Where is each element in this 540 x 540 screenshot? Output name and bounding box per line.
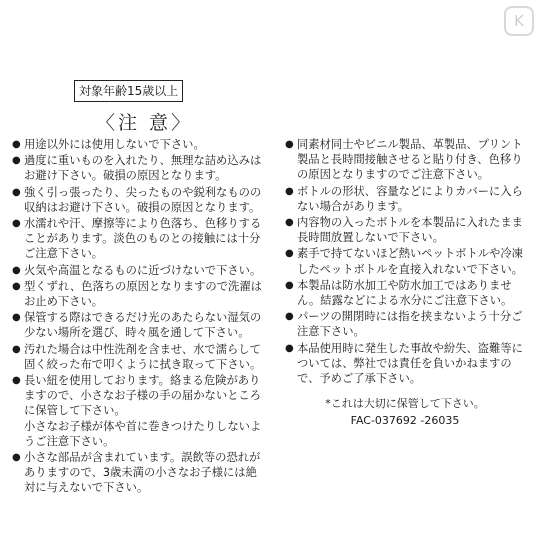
list-item: ● 保管する際はできるだけ光のあたらない湿気の少ない場所を選び、時々風を通して下さい。 <box>12 310 268 340</box>
list-item: ● ボトルの形状、容量などによりカバーに入らない場合があります。 <box>285 184 527 214</box>
list-item: ● 素手で持てないほど熱いペットボトルや冷凍したペットボトルを直接入れないで下さい。 <box>285 246 527 276</box>
list-item: ● 火気や高温となるものに近づけないで下さい。 <box>12 263 268 278</box>
keep-note: *これは大切に保管して下さい。 <box>325 397 485 410</box>
list-item: ● 本品使用時に発生した事故や紛失、盗難等については、弊社では責任を負いかねますので、予めご了承下さい。 <box>285 341 527 387</box>
caution-list-left <box>12 137 268 497</box>
list-item: ● 水濡れや汗、摩擦等により色落ち、色移りすることがあります。淡色のものとの接触には十分ご注意下さい。 <box>12 216 268 262</box>
list-item: ● パーツの開閉時には指を挟まないよう十分ご注意下さい。 <box>285 309 527 339</box>
list-item: ● 用途以外には使用しないで下さい。 <box>12 137 268 152</box>
list-item: ● 同素材同士やビニル製品、革製品、プリント製品と長時間接触させると貼り付き、色移りの原因となりますのでご注意下さい。 <box>285 137 527 183</box>
list-item: ● 型くずれ、色落ちの原因となりますので洗濯はお止め下さい。 <box>12 279 268 309</box>
list-item: ● 強く引っ張ったり、尖ったものや鋭利なものの収納はお避け下さい。破損の原因となります。 <box>12 185 268 215</box>
list-item: ● 汚れた場合は中性洗剤を含ませ、水で濡らして固く絞った布で叩くように拭き取って下さい。 <box>12 342 268 372</box>
list-item: ● 小さな部品が含まれています。誤飲等の恐れがありますので、3歳未満の小さなお子様には絶対に与えないで下さい。 <box>12 450 268 496</box>
brand-logo-icon: K <box>504 6 534 36</box>
list-item: ● 本製品は防水加工や防水加工ではありません。結露などによる水分にご注意下さい。 <box>285 278 527 308</box>
list-item: ● 過度に重いものを入れたり、無理な詰め込みはお避け下さい。破損の原因となります。 <box>12 153 268 183</box>
list-item: ● 内容物の入ったボトルを本製品に入れたまま長時間放置しないで下さい。 <box>285 215 527 245</box>
list-item: ● 長い紐を使用しております。絡まる危険がありますので、小さなお子様の手の届かないところに保管して下さい。 小さなお子様が体や首に巻きつけたりしないようご注意下さい。 <box>12 373 268 449</box>
caution-title: 〈注 意〉 <box>96 112 194 134</box>
product-code: FAC-037692 -26035 <box>350 414 460 427</box>
caution-list-right <box>285 137 527 387</box>
age-notice: 対象年齢15歳以上 <box>74 80 183 102</box>
